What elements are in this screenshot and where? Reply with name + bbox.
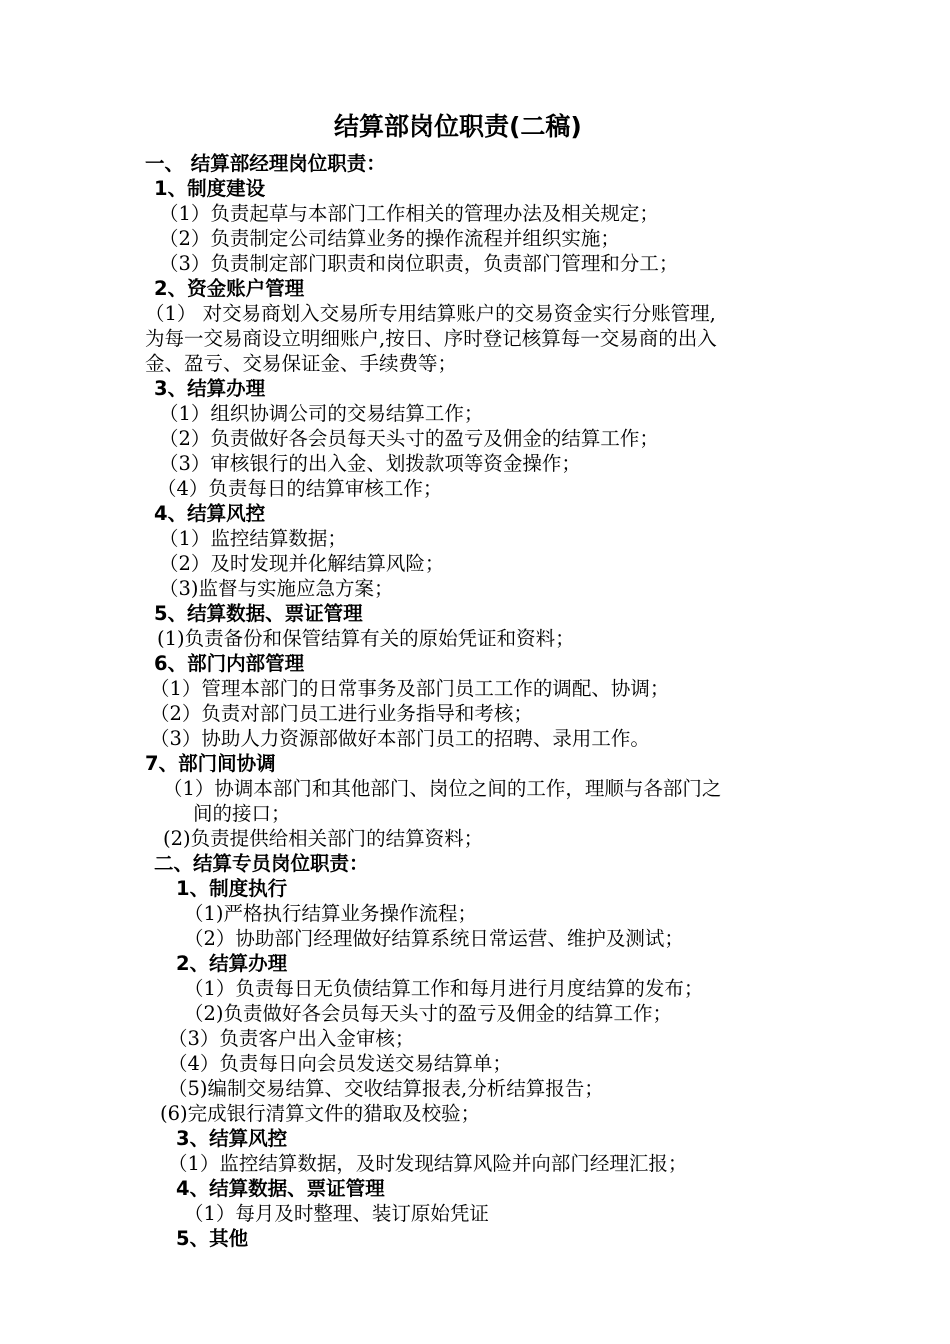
text-line: （2）负责做好各会员每天头寸的盈亏及佣金的结算工作； [159,427,659,450]
section-heading: 5、其他 [176,1227,249,1250]
text-line: （2）协助部门经理做好结算系统日常运营、维护及测试； [184,927,684,950]
section-heading: 4、结算数据、票证管理 [176,1177,385,1200]
text-line: 为每一交易商设立明细账户,按日、序时登记核算每一交易商的出入 [145,327,717,350]
text-line: （1）组织协调公司的交易结算工作； [159,402,484,425]
text-line: 金、盈亏、交易保证金、手续费等； [145,352,458,375]
text-line: (2)负责提供给相关部门的结算资料； [163,827,484,850]
section-heading: 1、制度执行 [176,877,288,900]
text-line: (1)负责备份和保管结算有关的原始凭证和资料； [157,627,575,650]
text-line: （3）负责客户出入金审核； [168,1027,415,1050]
section-heading: 6、部门内部管理 [154,652,305,675]
text-line: （3)监督与实施应急方案； [159,577,394,600]
text-line: （1）负责每日无负债结算工作和每月进行月度结算的发布； [184,977,704,1000]
section-heading: 一、 结算部经理岗位职责： [145,152,386,175]
text-line: （1)严格执行结算业务操作流程； [184,902,478,925]
text-line: （2)负责做好各会员每天头寸的盈亏及佣金的结算工作； [184,1002,673,1025]
text-line: （3）审核银行的出入金、划拨款项等资金操作； [159,452,581,475]
section-heading: 2、资金账户管理 [154,277,305,300]
text-line: （4）负责每日的结算审核工作； [157,477,443,500]
text-line: （1）每月及时整理、装订原始凭证 [184,1202,489,1225]
text-line: （1）协调本部门和其他部门、岗位之间的工作，理顺与各部门之 [163,777,722,800]
section-heading: 3、结算办理 [154,377,266,400]
section-heading: 4、结算风控 [154,502,266,525]
text-line: （1）管理本部门的日常事务及部门员工工作的调配、协调； [150,677,670,700]
text-line: （2）负责对部门员工进行业务指导和考核； [150,702,533,725]
section-heading: 1、制度建设 [154,177,266,200]
text-line: （2）负责制定公司结算业务的操作流程并组织实施； [159,227,620,250]
text-line: (6)完成银行清算文件的猎取及校验； [160,1102,481,1125]
text-line: （3）负责制定部门职责和岗位职责，负责部门管理和分工； [159,252,679,275]
text-line: （4）负责每日向会员发送交易结算单； [168,1052,512,1075]
text-line: （1）监控结算数据，及时发现结算风险并向部门经理汇报； [168,1152,688,1175]
section-heading: 3、结算风控 [176,1127,288,1150]
text-line: （1） 对交易商划入交易所专用结算账户的交易资金实行分账管理, [145,302,716,325]
text-line: （5)编制交易结算、交收结算报表,分析结算报告； [168,1077,604,1100]
text-line: 间的接口； [193,802,291,825]
section-heading: 二、结算专员岗位职责： [154,852,369,875]
text-line: （3）协助人力资源部做好本部门员工的招聘、录用工作。 [150,727,650,750]
section-heading: 7、部门间协调 [145,752,276,775]
text-line: （2）及时发现并化解结算风险； [159,552,445,575]
text-line: （1）负责起草与本部门工作相关的管理办法及相关规定； [159,202,659,225]
text-line: （1）监控结算数据； [159,527,347,550]
section-heading: 2、结算办理 [176,952,288,975]
document-title: 结算部岗位职责(二稿) [334,112,582,141]
section-heading: 5、结算数据、票证管理 [154,602,363,625]
